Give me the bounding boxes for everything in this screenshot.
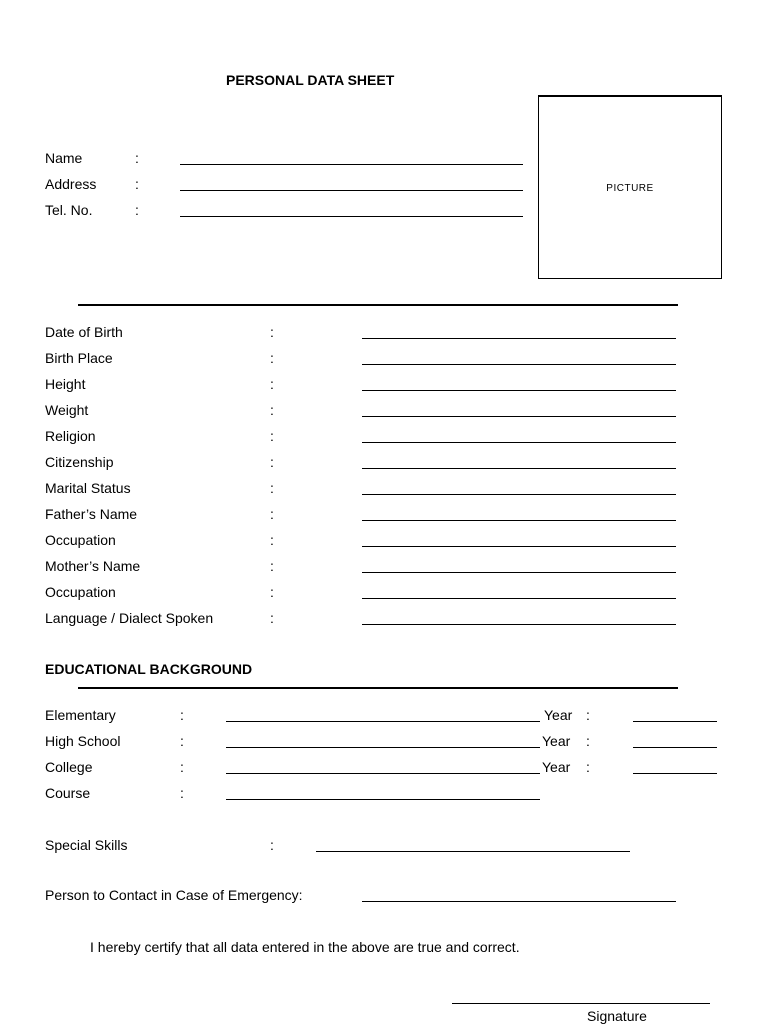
weight-colon: :	[270, 402, 274, 418]
address-label: Address	[45, 176, 97, 192]
elementary-year-colon: :	[586, 707, 590, 723]
high-school-colon: :	[180, 733, 184, 749]
elementary-colon: :	[180, 707, 184, 723]
picture-label: PICTURE	[606, 183, 654, 194]
college-year-field[interactable]	[633, 773, 717, 774]
weight-label: Weight	[45, 402, 89, 418]
picture-box[interactable]	[538, 95, 722, 279]
section-divider	[78, 304, 678, 306]
college-label: College	[45, 759, 93, 775]
elementary-year-field[interactable]	[633, 721, 717, 722]
high-school-year-field[interactable]	[633, 747, 717, 748]
name-colon: :	[135, 150, 139, 166]
citizenship-label: Citizenship	[45, 454, 114, 470]
certification-statement: I hereby certify that all data entered in the above are true and correct.	[90, 939, 520, 955]
tel-field[interactable]	[180, 216, 523, 217]
address-colon: :	[135, 176, 139, 192]
college-colon: :	[180, 759, 184, 775]
special-skills-field[interactable]	[316, 851, 630, 852]
language-colon: :	[270, 610, 274, 626]
birth-place-field[interactable]	[362, 364, 676, 365]
father-occupation-label: Occupation	[45, 532, 116, 548]
mothers-name-label: Mother’s Name	[45, 558, 141, 574]
signature-label: Signature	[587, 1008, 647, 1024]
fathers-name-field[interactable]	[362, 520, 676, 521]
height-colon: :	[270, 376, 274, 392]
date-of-birth-colon: :	[270, 324, 274, 340]
course-label: Course	[45, 785, 91, 801]
birth-place-label: Birth Place	[45, 350, 113, 366]
signature-field[interactable]	[452, 1003, 710, 1004]
marital-status-colon: :	[270, 480, 274, 496]
high-school-year-label: Year	[542, 733, 571, 749]
mother-occupation-label: Occupation	[45, 584, 116, 600]
special-skills-label: Special Skills	[45, 837, 128, 853]
religion-colon: :	[270, 428, 274, 444]
elementary-year-label: Year	[544, 707, 573, 723]
college-year-label: Year	[542, 759, 571, 775]
mother-occupation-colon: :	[270, 584, 274, 600]
mothers-name-field[interactable]	[362, 572, 676, 573]
religion-field[interactable]	[362, 442, 676, 443]
language-label: Language / Dialect Spoken	[45, 610, 214, 626]
date-of-birth-field[interactable]	[362, 338, 676, 339]
height-field[interactable]	[362, 390, 676, 391]
tel-label: Tel. No.	[45, 202, 93, 218]
special-skills-colon: :	[270, 837, 274, 853]
mothers-name-colon: :	[270, 558, 274, 574]
marital-status-field[interactable]	[362, 494, 676, 495]
elementary-school-field[interactable]	[226, 721, 540, 722]
marital-status-label: Marital Status	[45, 480, 131, 496]
fathers-name-label: Father’s Name	[45, 506, 138, 522]
citizenship-colon: :	[270, 454, 274, 470]
course-colon: :	[180, 785, 184, 801]
course-field[interactable]	[226, 799, 540, 800]
weight-field[interactable]	[362, 416, 676, 417]
father-occupation-field[interactable]	[362, 546, 676, 547]
father-occupation-colon: :	[270, 532, 274, 548]
college-field[interactable]	[226, 773, 540, 774]
elementary-label: Elementary	[45, 707, 116, 723]
birth-place-colon: :	[270, 350, 274, 366]
name-field[interactable]	[180, 164, 523, 165]
date-of-birth-label: Date of Birth	[45, 324, 123, 340]
language-field[interactable]	[362, 624, 676, 625]
emergency-contact-field[interactable]	[362, 901, 676, 902]
height-label: Height	[45, 376, 86, 392]
religion-label: Religion	[45, 428, 96, 444]
college-year-colon: :	[586, 759, 590, 775]
citizenship-field[interactable]	[362, 468, 676, 469]
high-school-field[interactable]	[226, 747, 540, 748]
tel-colon: :	[135, 202, 139, 218]
education-divider	[78, 687, 678, 689]
education-section-title: EDUCATIONAL BACKGROUND	[45, 661, 253, 677]
fathers-name-colon: :	[270, 506, 274, 522]
high-school-year-colon: :	[586, 733, 590, 749]
mother-occupation-field[interactable]	[362, 598, 676, 599]
address-field[interactable]	[180, 190, 523, 191]
high-school-label: High School	[45, 733, 121, 749]
emergency-contact-label: Person to Contact in Case of Emergency:	[45, 887, 303, 903]
name-label: Name	[45, 150, 83, 166]
page-title: PERSONAL DATA SHEET	[226, 72, 395, 88]
